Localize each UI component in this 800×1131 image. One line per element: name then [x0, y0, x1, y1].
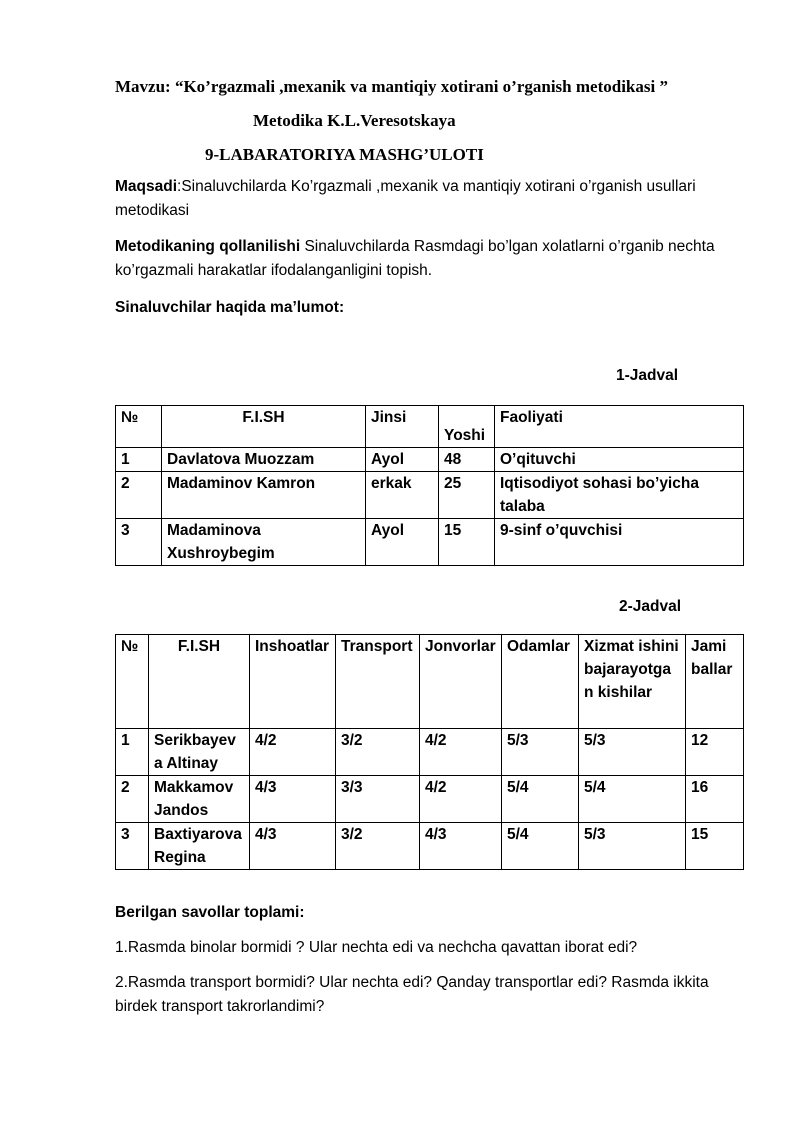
table-header-cell: Yoshi — [439, 406, 495, 448]
participants-table — [115, 405, 744, 566]
table-cell: 4/3 — [420, 823, 502, 870]
table-cell: 5/4 — [502, 823, 579, 870]
method-paragraph — [115, 235, 735, 283]
table-cell: 15 — [439, 519, 495, 566]
table-cell: Davlatova Muozzam — [162, 448, 366, 472]
table-cell: 3/2 — [336, 823, 420, 870]
table-cell: Ayol — [366, 519, 439, 566]
question-item: 1.Rasmda binolar bormidi ? Ular nechta edi va nechcha qavattan iborat edi? — [115, 939, 638, 956]
table-cell: Baxtiyarova Regina — [149, 823, 250, 870]
document-title: Mavzu: “Ko’rgazmali ,mexanik va mantiqiy xotirani o’rganish metodikasi ” — [115, 77, 668, 96]
table-cell: 3/2 — [336, 729, 420, 776]
table-header-row — [116, 406, 744, 448]
goal-label: Maqsadi — [115, 178, 178, 195]
table-header-cell: Inshoatlar — [250, 635, 336, 729]
table-row — [116, 519, 744, 566]
table-cell: 2 — [116, 472, 162, 519]
table2-caption: 2-Jadval — [619, 598, 682, 615]
table-cell: 4/3 — [250, 823, 336, 870]
table-cell: 1 — [116, 729, 149, 776]
table-row — [116, 448, 744, 472]
table-cell: Ayol — [366, 448, 439, 472]
table-cell: O’qituvchi — [495, 448, 744, 472]
table-cell: Serikbayeva Altinay — [149, 729, 250, 776]
table-cell: 4/2 — [250, 729, 336, 776]
method-text: Sinaluvchilarda Rasmdagi bo’lgan xolatlarni o’rganib nechta ko’rgazmali harakatlar ifodalanganligini topish. — [115, 238, 715, 279]
table-cell: 3 — [116, 519, 162, 566]
method-label: Metodikaning qollanilishi — [115, 238, 301, 255]
table-cell: 3 — [116, 823, 149, 870]
lab-heading: 9-LABARATORIYA MASHG’ULOTI — [205, 145, 484, 164]
question-item: 2.Rasmda transport bormidi? Ular nechta edi? Qanday transportlar edi? Rasmda ikkita birdek transport takrorlandimi? — [115, 974, 709, 1015]
table-cell: 15 — [686, 823, 744, 870]
table-row — [116, 823, 744, 870]
table-cell: 9-sinf o’quvchisi — [495, 519, 744, 566]
table-cell: 5/3 — [502, 729, 579, 776]
table-header-cell: Transport — [336, 635, 420, 729]
questions-heading: Berilgan savollar toplami: — [115, 904, 305, 921]
table-header-cell: Odamlar — [502, 635, 579, 729]
table-cell: 1 — [116, 448, 162, 472]
table-header-cell: Faoliyati — [495, 406, 744, 448]
table-cell: 5/4 — [502, 776, 579, 823]
table-cell: 4/3 — [250, 776, 336, 823]
goal-text: :Sinaluvchilarda Ko’rgazmali ,mexanik va mantiqiy xotirani o’rganish usullari metodikasi — [115, 178, 696, 219]
table-row — [116, 729, 744, 776]
table-header-cell: Xizmat ishini bajarayotgan kishilar — [579, 635, 686, 729]
table-header-cell: F.I.SH — [149, 635, 250, 729]
table-header-cell: № — [116, 406, 162, 448]
table-header-row — [116, 635, 744, 729]
table-cell: 5/3 — [579, 823, 686, 870]
table-header-cell: F.I.SH — [162, 406, 366, 448]
table-header-cell: № — [116, 635, 149, 729]
results-table — [115, 634, 744, 870]
table-cell: 16 — [686, 776, 744, 823]
table-cell: 12 — [686, 729, 744, 776]
table-cell: 3/3 — [336, 776, 420, 823]
table-header-cell: Jonvorlar — [420, 635, 502, 729]
table-cell: Makkamov Jandos — [149, 776, 250, 823]
table-cell: Madaminov Kamron — [162, 472, 366, 519]
table-cell: 2 — [116, 776, 149, 823]
table-cell: erkak — [366, 472, 439, 519]
table1-caption: 1-Jadval — [616, 367, 679, 384]
goal-paragraph — [115, 175, 735, 223]
info-heading: Sinaluvchilar haqida ma’lumot: — [115, 299, 345, 316]
table-header-cell: Jinsi — [366, 406, 439, 448]
table-cell: Iqtisodiyot sohasi bo’yicha talaba — [495, 472, 744, 519]
table-header-cell: Jami ballar — [686, 635, 744, 729]
table-row — [116, 776, 744, 823]
table-cell: 5/3 — [579, 729, 686, 776]
table-cell: 25 — [439, 472, 495, 519]
method-subtitle: Metodika K.L.Veresotskaya — [253, 111, 456, 130]
table-cell: 48 — [439, 448, 495, 472]
table-row — [116, 472, 744, 519]
table-cell: Madaminova Xushroybegim — [162, 519, 366, 566]
table-cell: 4/2 — [420, 776, 502, 823]
table-cell: 4/2 — [420, 729, 502, 776]
table-cell: 5/4 — [579, 776, 686, 823]
